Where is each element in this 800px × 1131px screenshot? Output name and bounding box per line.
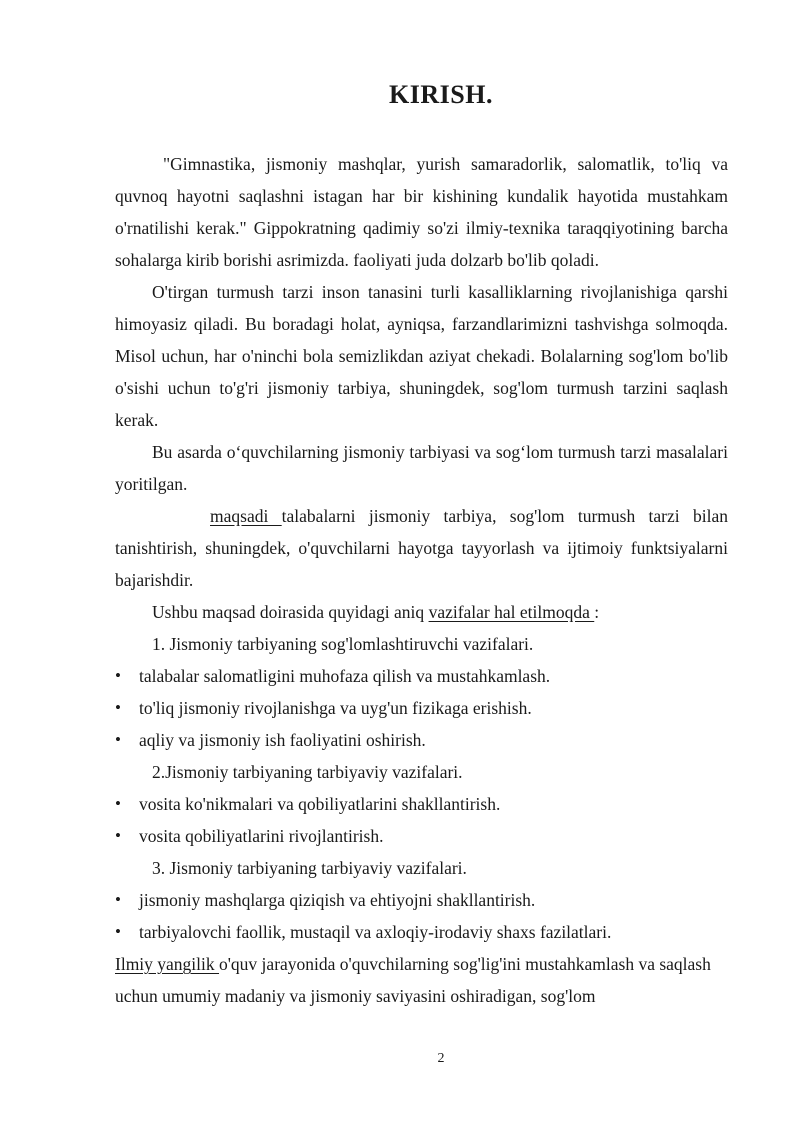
list-item xyxy=(115,724,728,756)
paragraph-scope: Bu asarda o‘quvchilarning jismoniy tarbiyasi va sog‘lom turmush tarzi masalalari yoritilgan. xyxy=(115,442,728,494)
bullet-icon: • xyxy=(115,730,121,749)
list-item xyxy=(115,884,728,916)
list-item-text: talabalar salomatligini muhofaza qilish va mustahkamlash. xyxy=(139,666,551,686)
bullet-icon: • xyxy=(115,666,121,685)
list-item-text: vosita ko'nikmalari va qobiliyatlarini shakllantirish. xyxy=(139,794,501,814)
tasks-intro-text: Ushbu maqsad doirasida quyidagi aniq xyxy=(152,602,429,622)
novelty-underlined: Ilmiy yangilik xyxy=(115,954,220,974)
tasks-underlined: vazifalar hal etilmoqda xyxy=(428,602,595,622)
section-heading: 2.Jismoniy tarbiyaning tarbiyaviy vazifalari. xyxy=(152,762,463,782)
bullet-icon: • xyxy=(115,922,121,941)
list-item-text: tarbiyalovchi faollik, mustaqil va axloqiy-irodaviy shaxs fazilatlari. xyxy=(139,922,612,942)
paragraph-intro: "Gimnastika, jismoniy mashqlar, yurish samaradorlik, salomatlik, to'liq va quvnoq hayotni saqlashni istagan har bir kishining kundalik hayotida mustahkam o'rnatilishi kerak." Gippokratning qadimiy so'zi ilmiy-texnika taraqqiyotining barcha sohalarga kirib borishi asrimizda. faoliyati juda dolzarb bo'lib qoladi. xyxy=(115,154,728,270)
list-item-text: to'liq jismoniy rivojlanishga va uyg'un fizikaga erishish. xyxy=(139,698,532,718)
paragraph-tasks-intro xyxy=(115,596,728,628)
paragraph-goal xyxy=(115,500,728,596)
list-item-text: jismoniy mashqlarga qiziqish va ehtiyojni shakllantirish. xyxy=(139,890,536,910)
paragraph-sedentary: O'tirgan turmush tarzi inson tanasini turli kasalliklarning rivojlanishiga qarshi himoyasiz qiladi. Bu boradagi holat, ayniqsa, farzandlarimizni tashvishga solmoqda. Misol uchun, har o'ninchi bola semizlikdan aziyat chekadi. Bolalarning sog'lom bo'lib o'sishi uchun to'g'ri jismoniy tarbiya, shuningdek, sog'lom turmush tarzini saqlash kerak. xyxy=(115,282,728,430)
tasks-intro-colon: : xyxy=(594,602,600,622)
goal-underlined: maqsadi xyxy=(210,506,282,526)
paragraph-novelty xyxy=(115,948,728,1012)
list-item xyxy=(115,660,728,692)
goal-text: talabalarni jismoniy tarbiya, sog'lom turmush tarzi bilan tanishtirish, shuningdek, o'quvchilarni hayotga tayyorlash va ijtimoiy funktsiyalarni bajarishdir. xyxy=(115,506,728,590)
document-body xyxy=(115,148,728,1012)
list-item xyxy=(115,916,728,948)
list-item-text: vosita qobiliyatlarini rivojlantirish. xyxy=(139,826,384,846)
bullet-icon: • xyxy=(115,698,121,717)
list-item xyxy=(115,692,728,724)
section-heading: 3. Jismoniy tarbiyaning tarbiyaviy vazifalari. xyxy=(152,858,467,878)
bullet-icon: • xyxy=(115,794,121,813)
novelty-text: o'quv jarayonida o'quvchilarning sog'lig'ini mustahkamlash va saqlash uchun umumiy madaniy va jismoniy saviyasini oshiradigan, sog'lom xyxy=(115,954,711,1006)
page-number: 2 xyxy=(437,1051,445,1066)
list-item xyxy=(115,788,728,820)
bullet-icon: • xyxy=(115,826,121,845)
bullet-icon: • xyxy=(115,890,121,909)
list-item xyxy=(115,820,728,852)
list-item-text: aqliy va jismoniy ish faoliyatini oshirish. xyxy=(139,730,426,750)
page-title: KIRISH. xyxy=(389,80,493,109)
section-heading: 1. Jismoniy tarbiyaning sog'lomlashtiruvchi vazifalari. xyxy=(152,634,534,654)
